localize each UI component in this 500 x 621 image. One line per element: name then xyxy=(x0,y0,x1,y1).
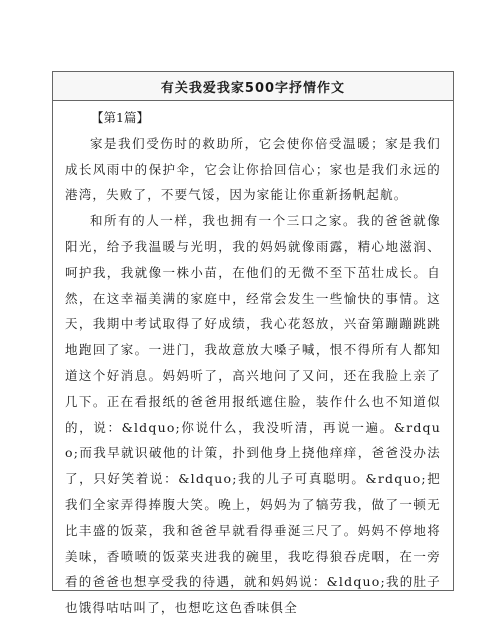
document-frame xyxy=(52,71,454,616)
section-label: 【第1篇】 xyxy=(91,110,149,125)
document-body xyxy=(53,101,453,621)
document-title: 有关我爱我家500字抒情作文 xyxy=(160,80,346,96)
paragraph-2: 和所有的人一样，我也拥有一个三口之家。我的爸爸就像阳光，给予我温暖与光明，我的妈妈就像雨露，精心地滋润、呵护我，我就像一株小苗，在他们的无微不至下茁壮成长。自然，在这幸福美满的家庭中，经常会发生一些愉快的事情。这天，我期中考试取得了好成绩，我心花怒放，兴奋第蹦蹦跳跳地跑回了家。一进门，我故意放大嗓子喊，恨不得所有人都知道这个好消息。妈妈听了，高兴地问了又问，还在我脸上亲了几下。正在看报纸的爸爸用报纸遮住脸，装作什么也不知道似的，说：&ldquo;你说什么，我没听清，再说一遍。&rdquo;而我早就识破他的计策，扑到他身上挠他痒痒，爸爸没办法了，只好笑着说：&ldquo;我的儿子可真聪明。&rdquo;把我们全家弄得捧腹大笑。晚上，妈妈为了犒劳我，做了一顿无比丰盛的饭菜，我和爸爸早就看得垂涎三尺了。妈妈不停地将美味，香喷喷的饭菜夹进我的碗里，我吃得狼吞虎咽，在一旁看的爸爸也想享受我的待遇，就和妈妈说：&ldquo;我的肚子也饿得咕咕叫了，也想吃这色香味俱全 xyxy=(65,213,441,616)
paragraph-1: 家是我们受伤时的救助所，它会使你倍受温暖；家是我们成长风雨中的保护伞，它会让你拾回信心；家也是我们永远的港湾，失败了，不要气馁，因为家能让你重新扬帆起航。 xyxy=(65,135,441,203)
title-row xyxy=(53,72,453,101)
